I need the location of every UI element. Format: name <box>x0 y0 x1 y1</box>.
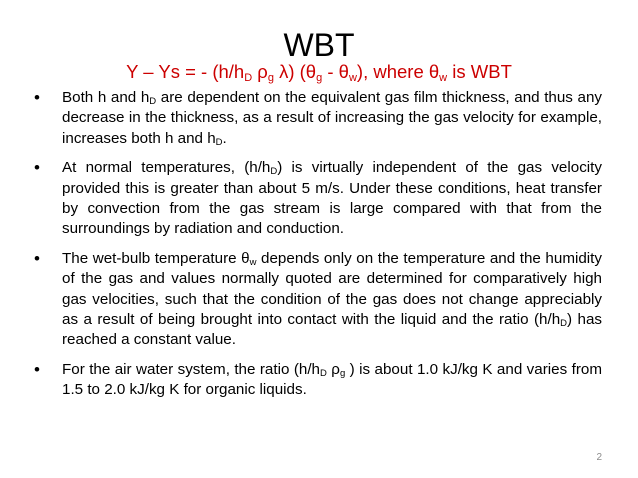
bullet-item <box>34 249 602 351</box>
bullet-item <box>34 158 602 240</box>
text-run: ) is virtually independent of the gas velocity provided this is greater than about 5 m/s. Under these conditions, heat transfer by convection from the gas stream is large compared with that from the surroundings by radiation and conduction. <box>62 159 602 238</box>
text-subscript: D <box>149 96 157 107</box>
text-subscript: D <box>270 166 278 178</box>
equation-part: ρ <box>252 61 268 82</box>
bullet-item <box>34 88 602 149</box>
wbt-equation <box>0 60 638 84</box>
bullet-text <box>62 159 602 237</box>
text-subscript: D <box>215 136 223 148</box>
text-run: ρ <box>326 360 340 378</box>
equation-subscript: D <box>244 72 253 84</box>
bullet-text <box>62 89 602 147</box>
slide-title: WBT <box>283 27 355 63</box>
equation-part: ), where θ <box>356 61 440 82</box>
equation-subscript: g <box>267 72 274 84</box>
bullet-list <box>34 88 602 410</box>
text-run: ) has reached a constant value. <box>62 311 603 349</box>
bullet-icon: • <box>34 88 40 107</box>
text-subscript: D <box>320 367 327 379</box>
text-run: depends only on the temperature and the humidity of the gas and values normally quoted are determined for comparatively high gas velocities, such that the condition of the gas does not change appreciably as a result of being brought into contact with the liquid and the ratio (h/h <box>62 249 602 329</box>
bullet-text <box>62 250 602 349</box>
equation-part: - θ <box>322 61 349 82</box>
bullet-icon: • <box>34 248 40 268</box>
text-run: The wet-bulb temperature θ <box>62 249 250 267</box>
text-subscript: w <box>249 256 257 268</box>
text-run: Both h and h <box>62 89 150 106</box>
page-number: 2 <box>596 452 602 463</box>
text-run: For the air water system, the ratio (h/h <box>62 360 321 378</box>
bullet-icon: • <box>34 158 40 178</box>
equation-subscript: w <box>348 72 357 84</box>
text-run: At normal temperatures, (h/h <box>62 159 271 177</box>
equation-subscript: w <box>439 72 448 84</box>
text-subscript: g <box>339 367 346 379</box>
bullet-text <box>62 361 602 398</box>
equation-part: λ) (θ <box>273 61 317 82</box>
text-run: are dependent on the equivalent gas film thickness, and thus any decrease in the thickness, as a result of increasing the gas velocity for example, increases both h and h <box>62 89 602 147</box>
bullet-icon: • <box>34 359 40 379</box>
equation-part: is WBT <box>447 61 512 82</box>
equation-part: Y – Ys = - (h/h <box>126 61 245 82</box>
text-subscript: D <box>560 318 568 330</box>
bullet-item <box>34 360 602 401</box>
equation-subscript: g <box>316 72 323 84</box>
text-run: . <box>222 129 227 147</box>
text-run: ) is about 1.0 kJ/kg K and varies from 1.5 to 2.0 kJ/kg K for organic liquids. <box>62 360 602 399</box>
